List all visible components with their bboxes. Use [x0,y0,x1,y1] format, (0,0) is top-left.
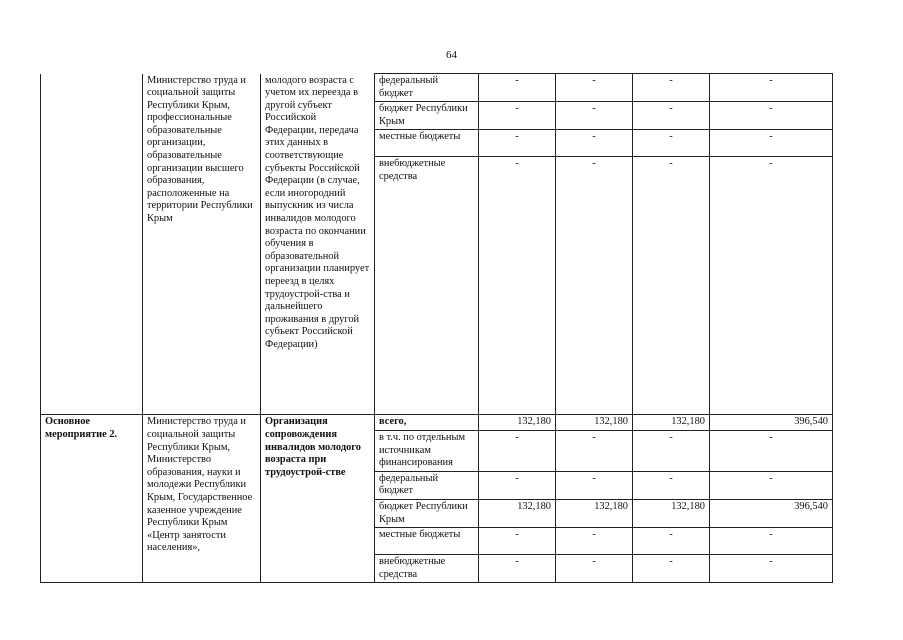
value-cell: - [479,130,556,157]
label-cell [41,74,143,415]
value-cell: - [633,157,710,415]
value-cell: - [633,471,710,499]
value-cell: 396,540 [710,499,833,527]
measure-title-cell: Организация сопровождения инвалидов молодого возраста при трудоустрой-стве [261,415,375,583]
value-cell: - [556,157,633,415]
table-row [41,415,833,431]
value-cell: - [633,102,710,130]
value-cell: - [710,471,833,499]
value-cell: - [710,555,833,583]
value-cell: - [556,130,633,157]
executor-cell: Министерство труда и социальной защиты Республики Крым, Министерство образования, науки и молодежи Республики Крым, Государственное казенное учреждение Республики Крым «Центр занятости населения», [143,415,261,583]
value-cell: 132,180 [556,415,633,431]
source-cell: внебюджетные средства [375,555,479,583]
financing-table [40,73,833,583]
value-cell: - [710,528,833,555]
source-cell: бюджет Республики Крым [375,499,479,527]
value-cell: - [479,157,556,415]
value-cell: - [479,471,556,499]
value-cell: - [633,74,710,102]
source-cell: федеральный бюджет [375,471,479,499]
source-cell: федеральный бюджет [375,74,479,102]
measure-label-cell: Основное мероприятие 2. [41,415,143,583]
value-cell: - [556,102,633,130]
table-row [41,74,833,102]
value-cell: - [479,528,556,555]
value-cell: 132,180 [633,415,710,431]
value-cell: - [633,528,710,555]
value-cell: - [556,74,633,102]
value-cell: 132,180 [479,415,556,431]
value-cell: - [479,430,556,471]
value-cell: - [556,430,633,471]
value-cell: - [633,430,710,471]
value-cell: 396,540 [710,415,833,431]
value-cell: 132,180 [556,499,633,527]
value-cell: - [479,102,556,130]
value-cell: - [556,471,633,499]
value-cell: - [633,130,710,157]
value-cell: - [710,430,833,471]
value-cell: - [479,555,556,583]
source-cell: всего, [375,415,479,431]
value-cell: - [556,555,633,583]
value-cell: - [556,528,633,555]
source-cell: бюджет Республики Крым [375,102,479,130]
value-cell: - [633,555,710,583]
source-cell: местные бюджеты [375,528,479,555]
page-number: 64 [446,49,457,61]
value-cell: 132,180 [479,499,556,527]
value-cell: - [710,102,833,130]
source-cell: внебюджетные средства [375,157,479,415]
source-cell: местные бюджеты [375,130,479,157]
value-cell: 132,180 [633,499,710,527]
executor-cell: Министерство труда и социальной защиты Республики Крым, профессиональные образовательные организации, образовательные организации высшего образования, расположенные на территории Республики Крым [143,74,261,415]
value-cell: - [710,130,833,157]
value-cell: - [710,157,833,415]
value-cell: - [710,74,833,102]
source-cell: в т.ч. по отдельным источникам финансирования [375,430,479,471]
description-cell: молодого возраста с учетом их переезда в другой субъект Российской Федерации, передача этих данных в соответствующие субъекты Российской Федерации (в случае, если иногородний выпускник из числа инвалидов молодого возраста по окончании обучения в образовательной организации планирует переезд в целях трудоустрой-ства и дальнейшего проживания в другой субъект Российской Федерации) [261,74,375,415]
value-cell: - [479,74,556,102]
